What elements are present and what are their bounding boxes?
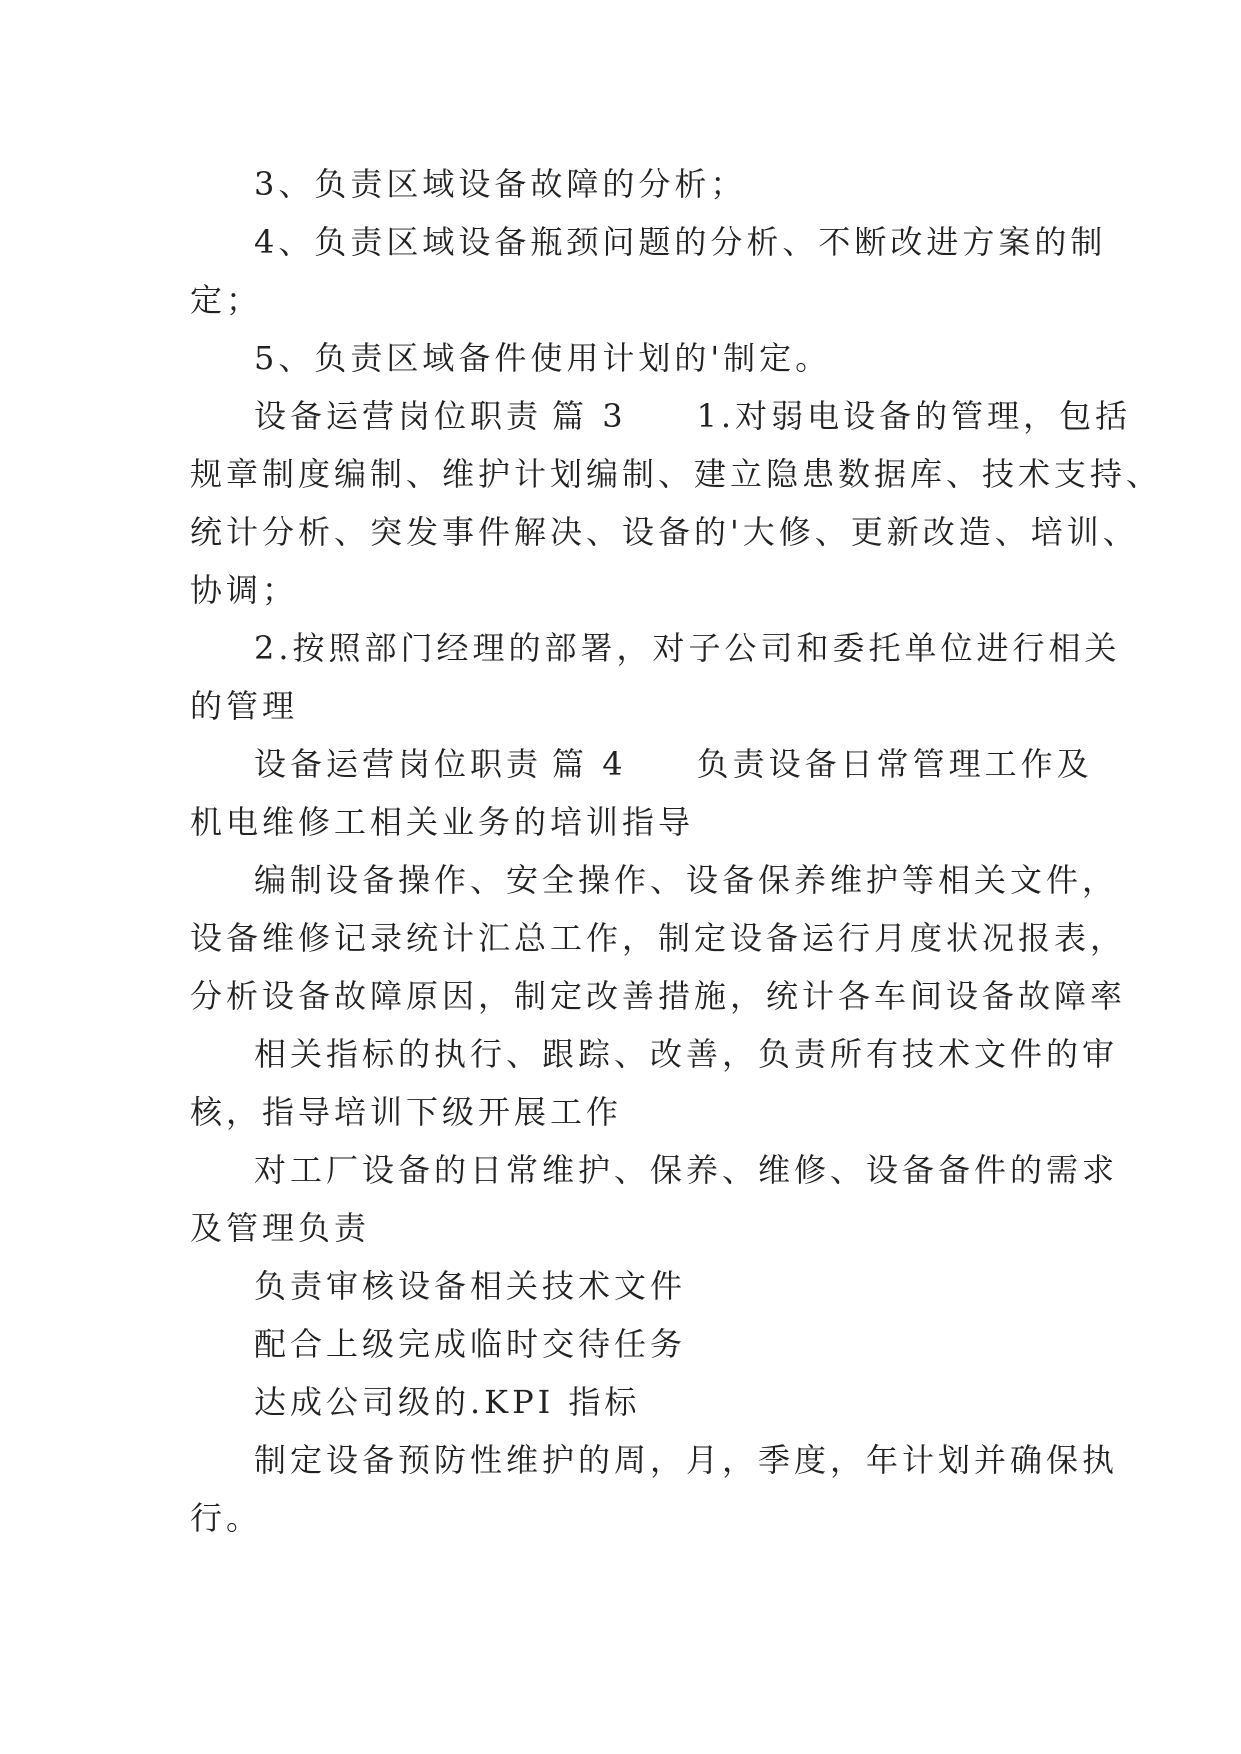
text-line: 协调； [190,571,299,609]
section-number: 篇 4 [552,745,627,783]
section-heading: 设备运营岗位职责 [254,745,543,783]
section-heading: 设备运营岗位职责 [254,397,543,435]
section-text: 负责设备日常管理工作及 [696,745,1093,783]
text-line: 定； [190,281,263,319]
text-line: 相关指标的执行、跟踪、改善，负责所有技术文件的审 [254,1035,1119,1073]
text-line: 统计分析、突发事件解决、设备的'大修、更新改造、培训、 [190,513,1139,551]
text-line: 编制设备操作、安全操作、设备保养维护等相关文件， [254,861,1119,899]
text-line: 对工厂设备的日常维护、保养、维修、设备备件的需求 [254,1151,1119,1189]
text-line: 4、负责区域设备瓶颈问题的分析、不断改进方案的制 [254,223,1107,261]
text-line: 负责审核设备相关技术文件 [254,1267,687,1305]
section-heading-line [254,744,1093,784]
text-line: 机电维修工相关业务的培训指导 [190,803,695,841]
text-line: 行。 [190,1499,263,1537]
text-line: 制定设备预防性维护的周，月，季度，年计划并确保执 [254,1441,1119,1479]
text-line: 分析设备故障原因，制定改善措施，统计各车间设备故障率 [190,977,1127,1015]
section-number: 篇 3 [552,397,627,435]
text-line: 配合上级完成临时交待任务 [254,1325,687,1363]
text-line: 规章制度编制、维护计划编制、建立隐患数据库、技术支持、 [190,455,1163,493]
text-line: 5、负责区域备件使用计划的'制定。 [254,339,832,377]
text-line: 的管理 [190,687,299,725]
text-line: 达成公司级的.KPI 指标 [254,1383,641,1421]
text-line: 核，指导培训下级开展工作 [190,1093,623,1131]
section-text: 1.对弱电设备的管理，包括 [696,397,1132,435]
text-line: 3、负责区域设备故障的分析； [254,165,747,203]
text-line: 2.按照部门经理的部署，对子公司和委托单位进行相关 [254,629,1121,667]
text-line: 设备维修记录统计汇总工作，制定设备运行月度状况报表， [190,919,1127,957]
text-line: 及管理负责 [190,1209,371,1247]
section-heading-line [254,396,1131,436]
